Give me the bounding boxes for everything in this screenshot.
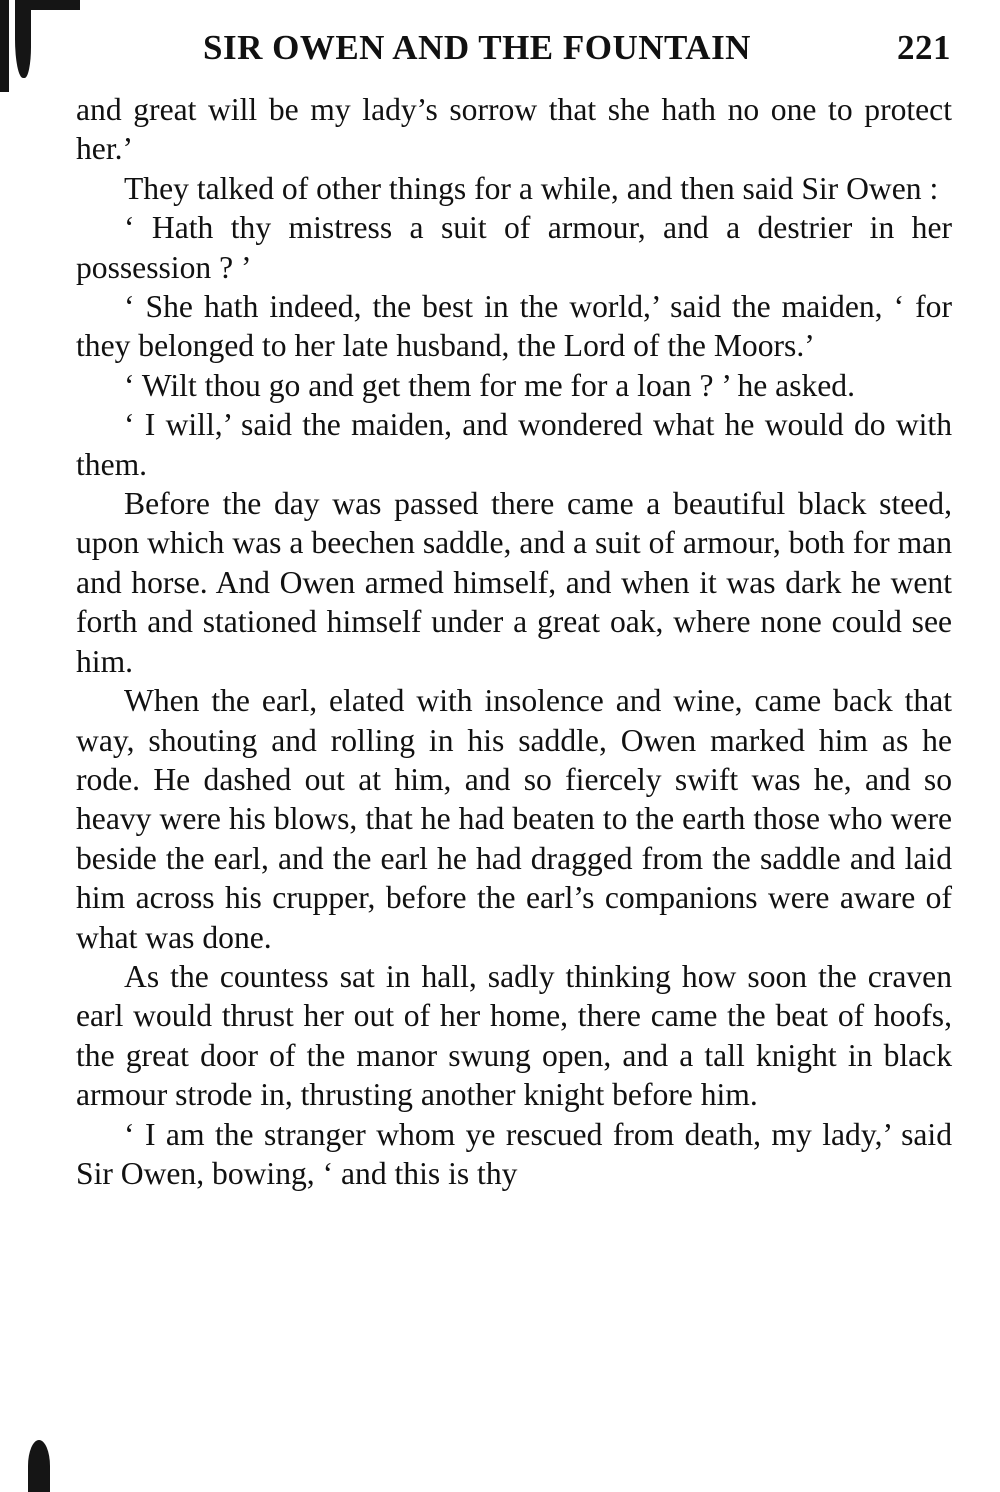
paragraph: When the earl, elated with insolence and wine, came back that way, shouting and rolling in his saddle, Owen marked him as he rode. He dashed out at him, and so fiercely swift was he, and so heavy were his blows, that he had beaten to the earth those who were beside the earl, and the earl he had dragged from the saddle and laid him across his crupper, before the earl’s companions were aware of what was done. — [76, 683, 952, 955]
scan-shadow-mark — [25, 0, 80, 10]
body-text — [76, 90, 952, 1193]
running-header — [203, 28, 955, 74]
paragraph: ‘ I will,’ said the maiden, and wondered what he would do with them. — [76, 407, 952, 482]
paragraph: and great will be my lady’s sorrow that she hath no one to protect her.’ — [76, 92, 952, 167]
paragraph: ‘ Hath thy mistress a suit of armour, and a destrier in her possession ? ’ — [76, 210, 952, 285]
scan-shadow-mark — [15, 0, 31, 78]
scan-shadow-mark — [28, 1440, 50, 1492]
paragraph: ‘ Wilt thou go and get them for me for a loan ? ’ he asked. — [124, 367, 856, 403]
paragraph: As the countess sat in hall, sadly thinking how soon the craven earl would thrust her out of her home, there came the beat of hoofs, the great door of the manor swung open, and a tall knight in black armour strode in, thrusting another knight before him. — [76, 958, 952, 1113]
paragraph: Before the day was passed there came a beautiful black steed, upon which was a beechen saddle, and a suit of armour, both for man and horse. And Owen armed himself, and when it was dark he went forth and stationed himself under a great oak, where none could see him. — [76, 486, 952, 679]
paragraph: ‘ I am the stranger whom ye rescued from death, my lady,’ said Sir Owen, bowing, ‘ and this is thy — [76, 1116, 952, 1191]
paragraph: They talked of other things for a while, and then said Sir Owen : — [124, 170, 939, 206]
scan-shadow-mark — [0, 0, 9, 92]
page-number: 221 — [897, 28, 951, 67]
paragraph: ‘ She hath indeed, the best in the world,’ said the maiden, ‘ for they belonged to her late husband, the Lord of the Moors.’ — [76, 289, 952, 364]
running-title: SIR OWEN AND THE FOUNTAIN — [203, 28, 751, 67]
